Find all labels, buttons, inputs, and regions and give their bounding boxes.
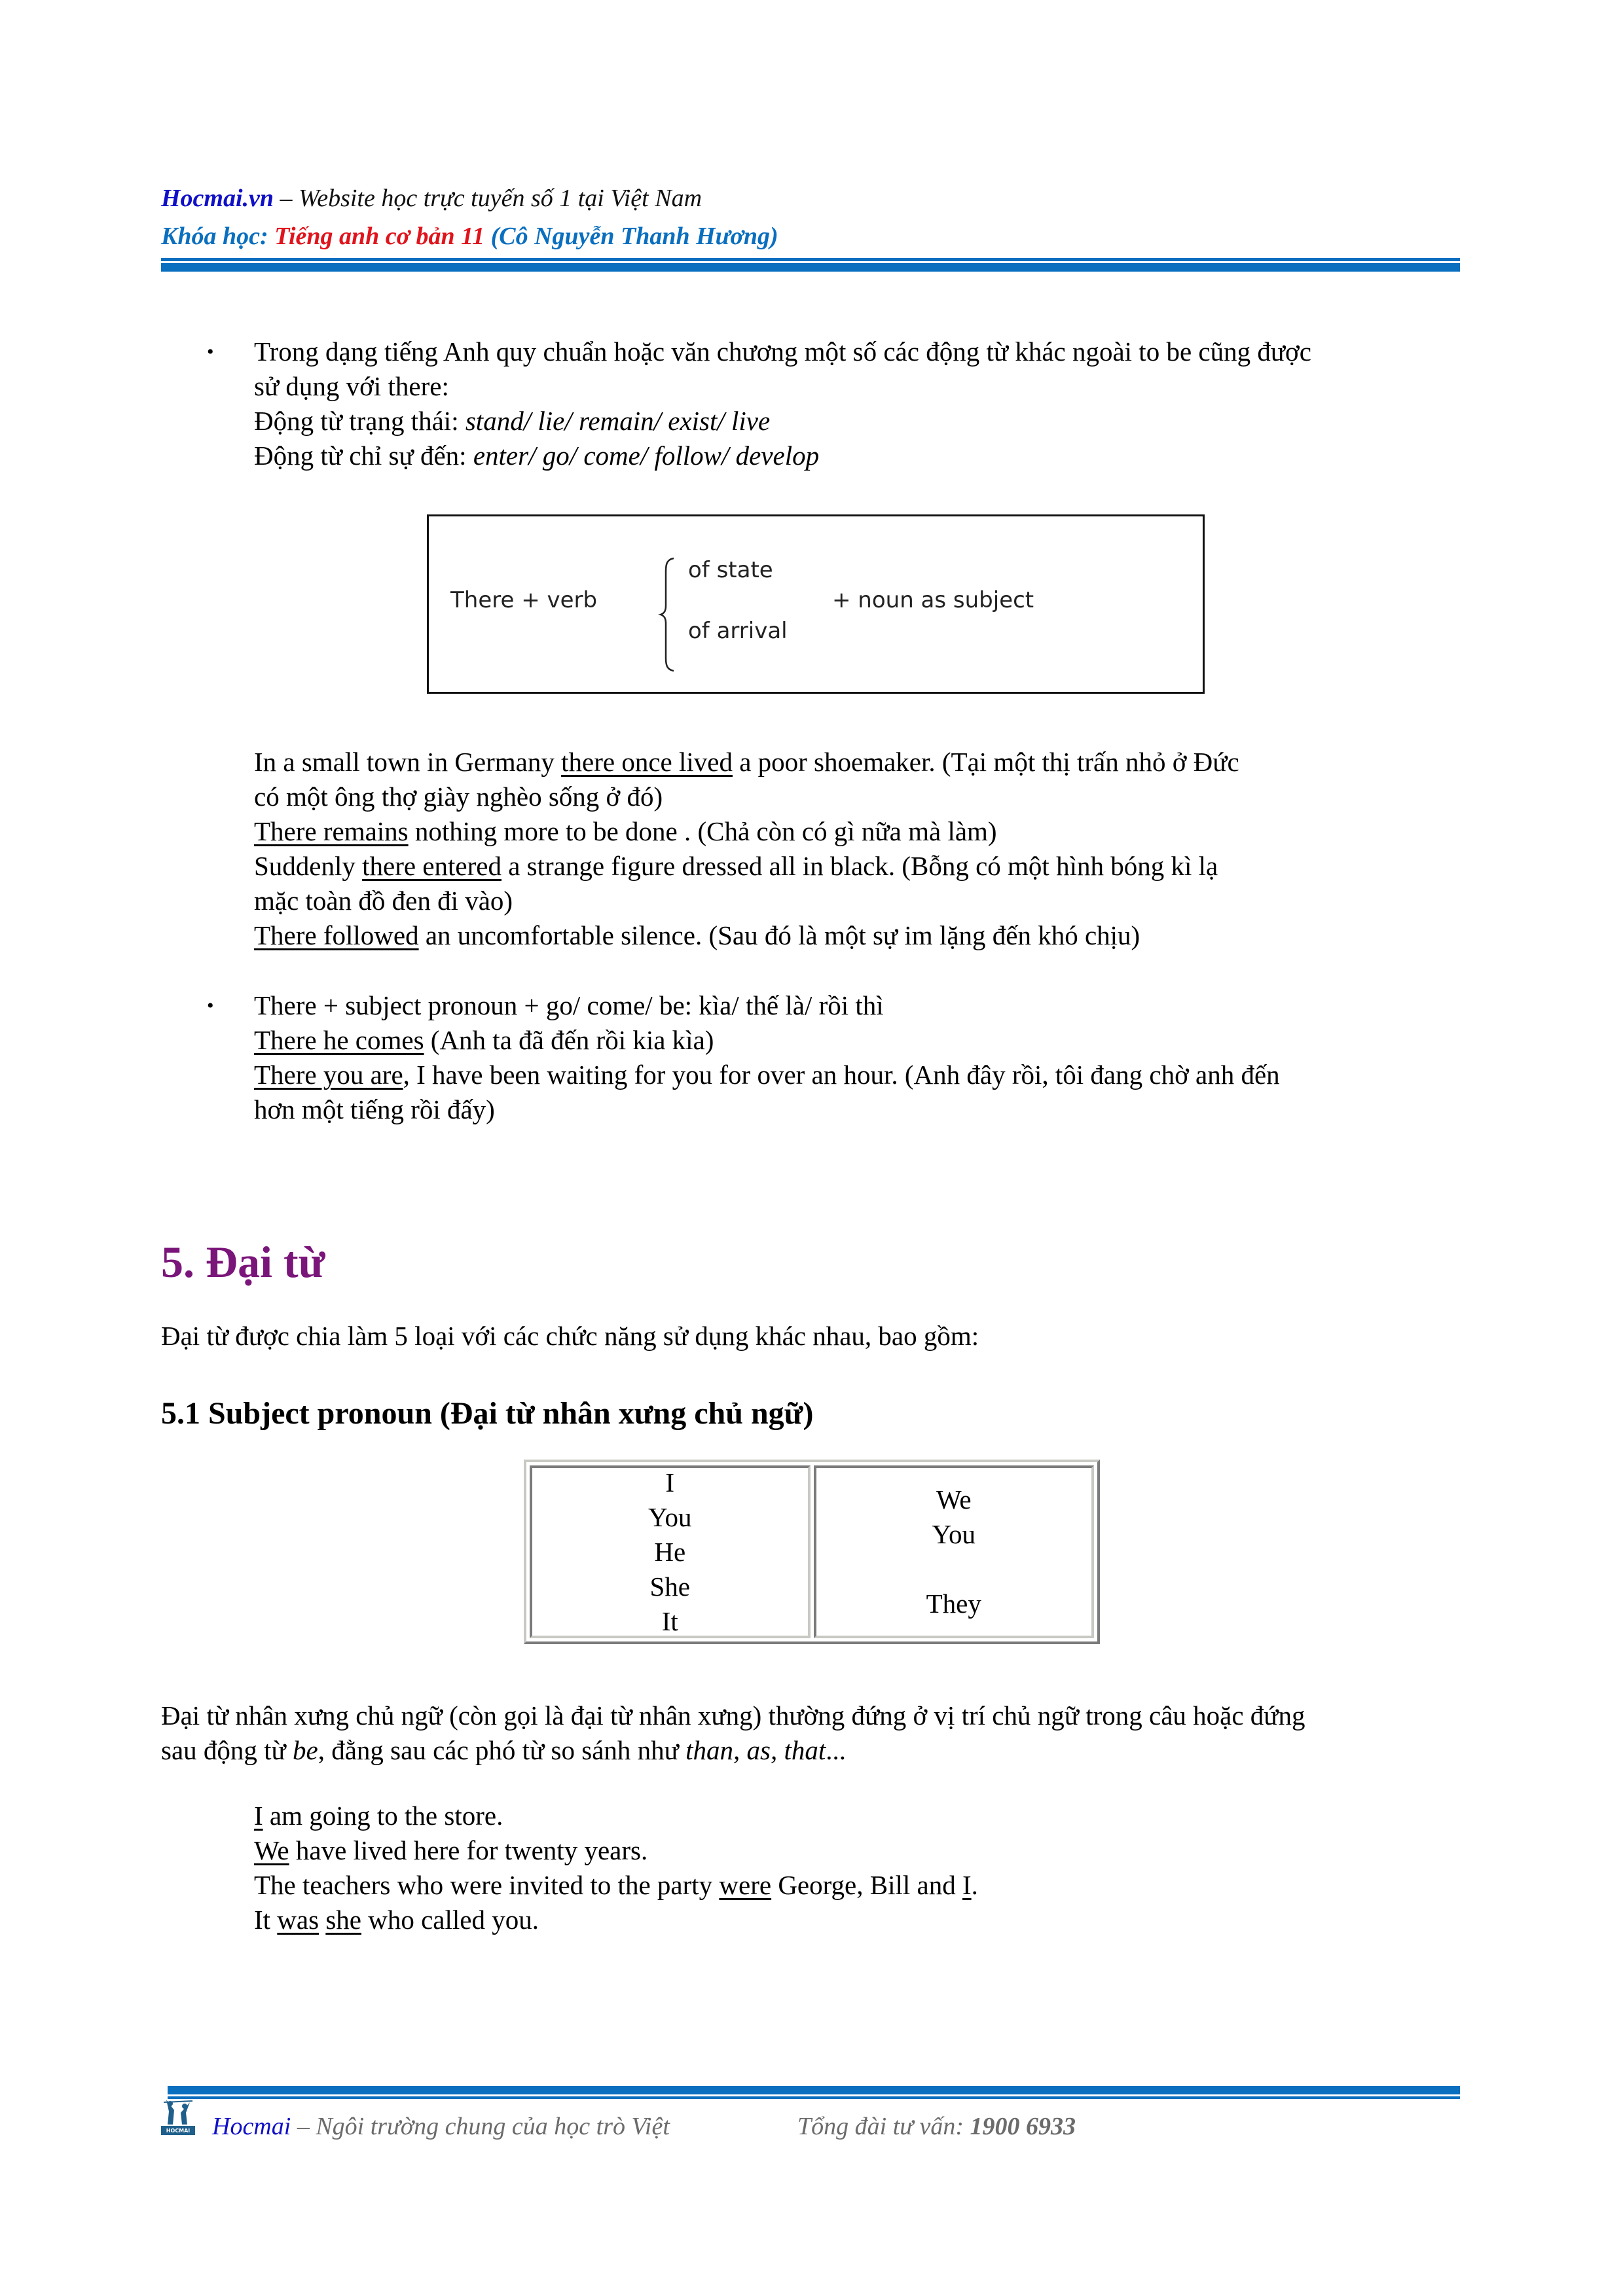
example-line (254, 745, 1239, 780)
desc-italic: than, as, that (685, 1735, 826, 1765)
pronoun: I (665, 1467, 675, 1498)
bullet-marker: • (207, 995, 214, 1016)
pronoun: You (647, 1501, 692, 1532)
example-underlined: There followed (254, 920, 419, 950)
example-text: a poor shoemaker. (Tại một thị trấn nhỏ ở Đức (732, 747, 1239, 777)
example-text: mặc toàn đồ đen đi vào) (254, 886, 513, 916)
example-underlined: I (962, 1870, 972, 1900)
desc-italic: be (293, 1735, 318, 1765)
singular-pronouns-cell (530, 1465, 811, 1638)
example-line (254, 1833, 647, 1868)
example-text: nothing more to be done . (Chả còn có gì nữa mà làm) (408, 816, 997, 846)
example-text: , I have been waiting for you for over an hour. (Anh đây rồi, tôi đang chờ anh đến (403, 1060, 1280, 1090)
pronoun: They (926, 1588, 981, 1619)
state-verbs-line (254, 404, 770, 439)
formula-of-arrival: of arrival (688, 618, 788, 644)
curly-brace-icon (658, 557, 678, 672)
example-text: a strange figure dressed all in black. (Bỗng có một hình bóng kì lạ (501, 851, 1218, 881)
bullet2-line1: There + subject pronoun + go/ come/ be: kìa/ thế là/ rồi thì (254, 990, 884, 1020)
hotline-label: Tổng đài tư vấn: (797, 2113, 970, 2140)
footer-hotline (797, 2110, 1076, 2143)
header-site-line (161, 182, 702, 215)
example-underlined: there entered (362, 851, 501, 881)
header-rule-thin (161, 258, 1460, 261)
pronoun: It (661, 1605, 678, 1636)
example-text (319, 1905, 325, 1935)
example-line (254, 849, 1218, 884)
example-text: The teachers who were invited to the party (254, 1870, 720, 1900)
example-line (254, 1868, 978, 1903)
example-line (254, 918, 1140, 953)
desc-text: sau động từ (161, 1735, 293, 1765)
footer-slogan (212, 2110, 670, 2143)
state-verbs-list: stand/ lie/ remain/ exist/ live (465, 406, 771, 436)
state-verbs-label: Động từ trạng thái: (254, 406, 465, 436)
example-underlined: I (254, 1801, 263, 1831)
plural-pronouns-cell (814, 1465, 1095, 1638)
example-text: It (254, 1905, 278, 1935)
bullet1-line1: Trong dạng tiếng Anh quy chuẩn hoặc văn chương một số các động từ khác ngoài to be cũng được (254, 336, 1311, 367)
example-line (254, 780, 663, 814)
desc-text: ... (826, 1735, 847, 1765)
example-underlined: was (277, 1905, 319, 1935)
formula-of-state: of state (688, 557, 773, 583)
example-line (254, 814, 997, 849)
example-text: an uncomfortable silence. (Sau đó là một sự im lặng đến khó chịu) (418, 920, 1140, 950)
example-underlined: she (325, 1905, 361, 1935)
formula-box (427, 514, 1205, 694)
course-name: Tiếng anh cơ bản 11 (274, 223, 485, 250)
hotline-number: 1900 6933 (970, 2113, 1076, 2140)
pronoun: You (932, 1519, 976, 1549)
footer-slogan-text: – Ngôi trường chung của học trò Việt (291, 2113, 670, 2140)
site-tagline: – Website học trực tuyến số 1 tại Việt Nam (274, 185, 702, 212)
example-underlined: There you are (254, 1060, 403, 1090)
description-line2 (161, 1733, 846, 1768)
footer-rule-thick (168, 2086, 1460, 2094)
footer-rule-thin (168, 2096, 1460, 2099)
example-line: hơn một tiếng rồi đấy) (254, 1094, 495, 1124)
example-underlined: There remains (254, 816, 409, 846)
arrival-verbs-line (254, 439, 819, 473)
pronoun: She (649, 1571, 690, 1602)
header-course-line (161, 220, 778, 253)
example-underlined: there once lived (561, 747, 733, 777)
course-label: Khóa học: (161, 223, 275, 250)
arrival-verbs-list: enter/ go/ come/ follow/ develop (473, 440, 820, 471)
example-line (254, 1058, 1280, 1092)
example-line (254, 1023, 714, 1058)
hocmai-logo-icon (161, 2098, 195, 2135)
arrival-verbs-label: Động từ chỉ sự đến: (254, 440, 473, 471)
footer-brand: Hocmai (212, 2113, 291, 2140)
course-teacher: (Cô Nguyễn Thanh Hương) (484, 223, 778, 250)
bullet1-line2: sử dụng với there: (254, 371, 449, 401)
example-text: have lived here for twenty years. (289, 1835, 648, 1865)
site-name-link[interactable]: Hocmai.vn (161, 185, 274, 212)
example-line (254, 884, 513, 918)
example-text: In a small town in Germany (254, 747, 562, 777)
example-text: George, Bill and (771, 1870, 962, 1900)
example-underlined: were (719, 1870, 772, 1900)
pronoun-table (524, 1460, 1100, 1644)
bullet-marker: • (207, 341, 214, 363)
subsection-heading: 5.1 Subject pronoun (Đại từ nhân xưng chủ ngữ) (161, 1396, 814, 1431)
formula-right: + noun as subject (832, 587, 1034, 613)
pronoun: He (654, 1536, 686, 1567)
example-text: who called you. (361, 1905, 539, 1935)
example-line (254, 1799, 503, 1833)
desc-text: , đằng sau các phó từ so sánh như (318, 1735, 686, 1765)
example-text: Suddenly (254, 851, 363, 881)
example-line (254, 1903, 539, 1937)
example-underlined: We (254, 1835, 289, 1865)
example-underlined: There he comes (254, 1025, 424, 1055)
example-text: am going to the store. (263, 1801, 503, 1831)
pronoun: We (936, 1484, 972, 1515)
formula-left: There + verb (450, 587, 598, 613)
section-heading: 5. Đại từ (161, 1237, 325, 1287)
header-rule-thick (161, 263, 1460, 272)
example-text: có một ông thợ giày nghèo sống ở đó) (254, 781, 663, 812)
svg-text:HOCMAI: HOCMAI (166, 2128, 191, 2134)
description-line1: Đại từ nhân xưng chủ ngữ (còn gọi là đại từ nhân xưng) thường đứng ở vị trí chủ ngữ trong câu hoặc đứng (161, 1700, 1305, 1731)
example-text: (Anh ta đã đến rồi kia kìa) (424, 1025, 714, 1055)
section-intro: Đại từ được chia làm 5 loại với các chức năng sử dụng khác nhau, bao gồm: (161, 1321, 979, 1351)
example-text: . (971, 1870, 978, 1900)
